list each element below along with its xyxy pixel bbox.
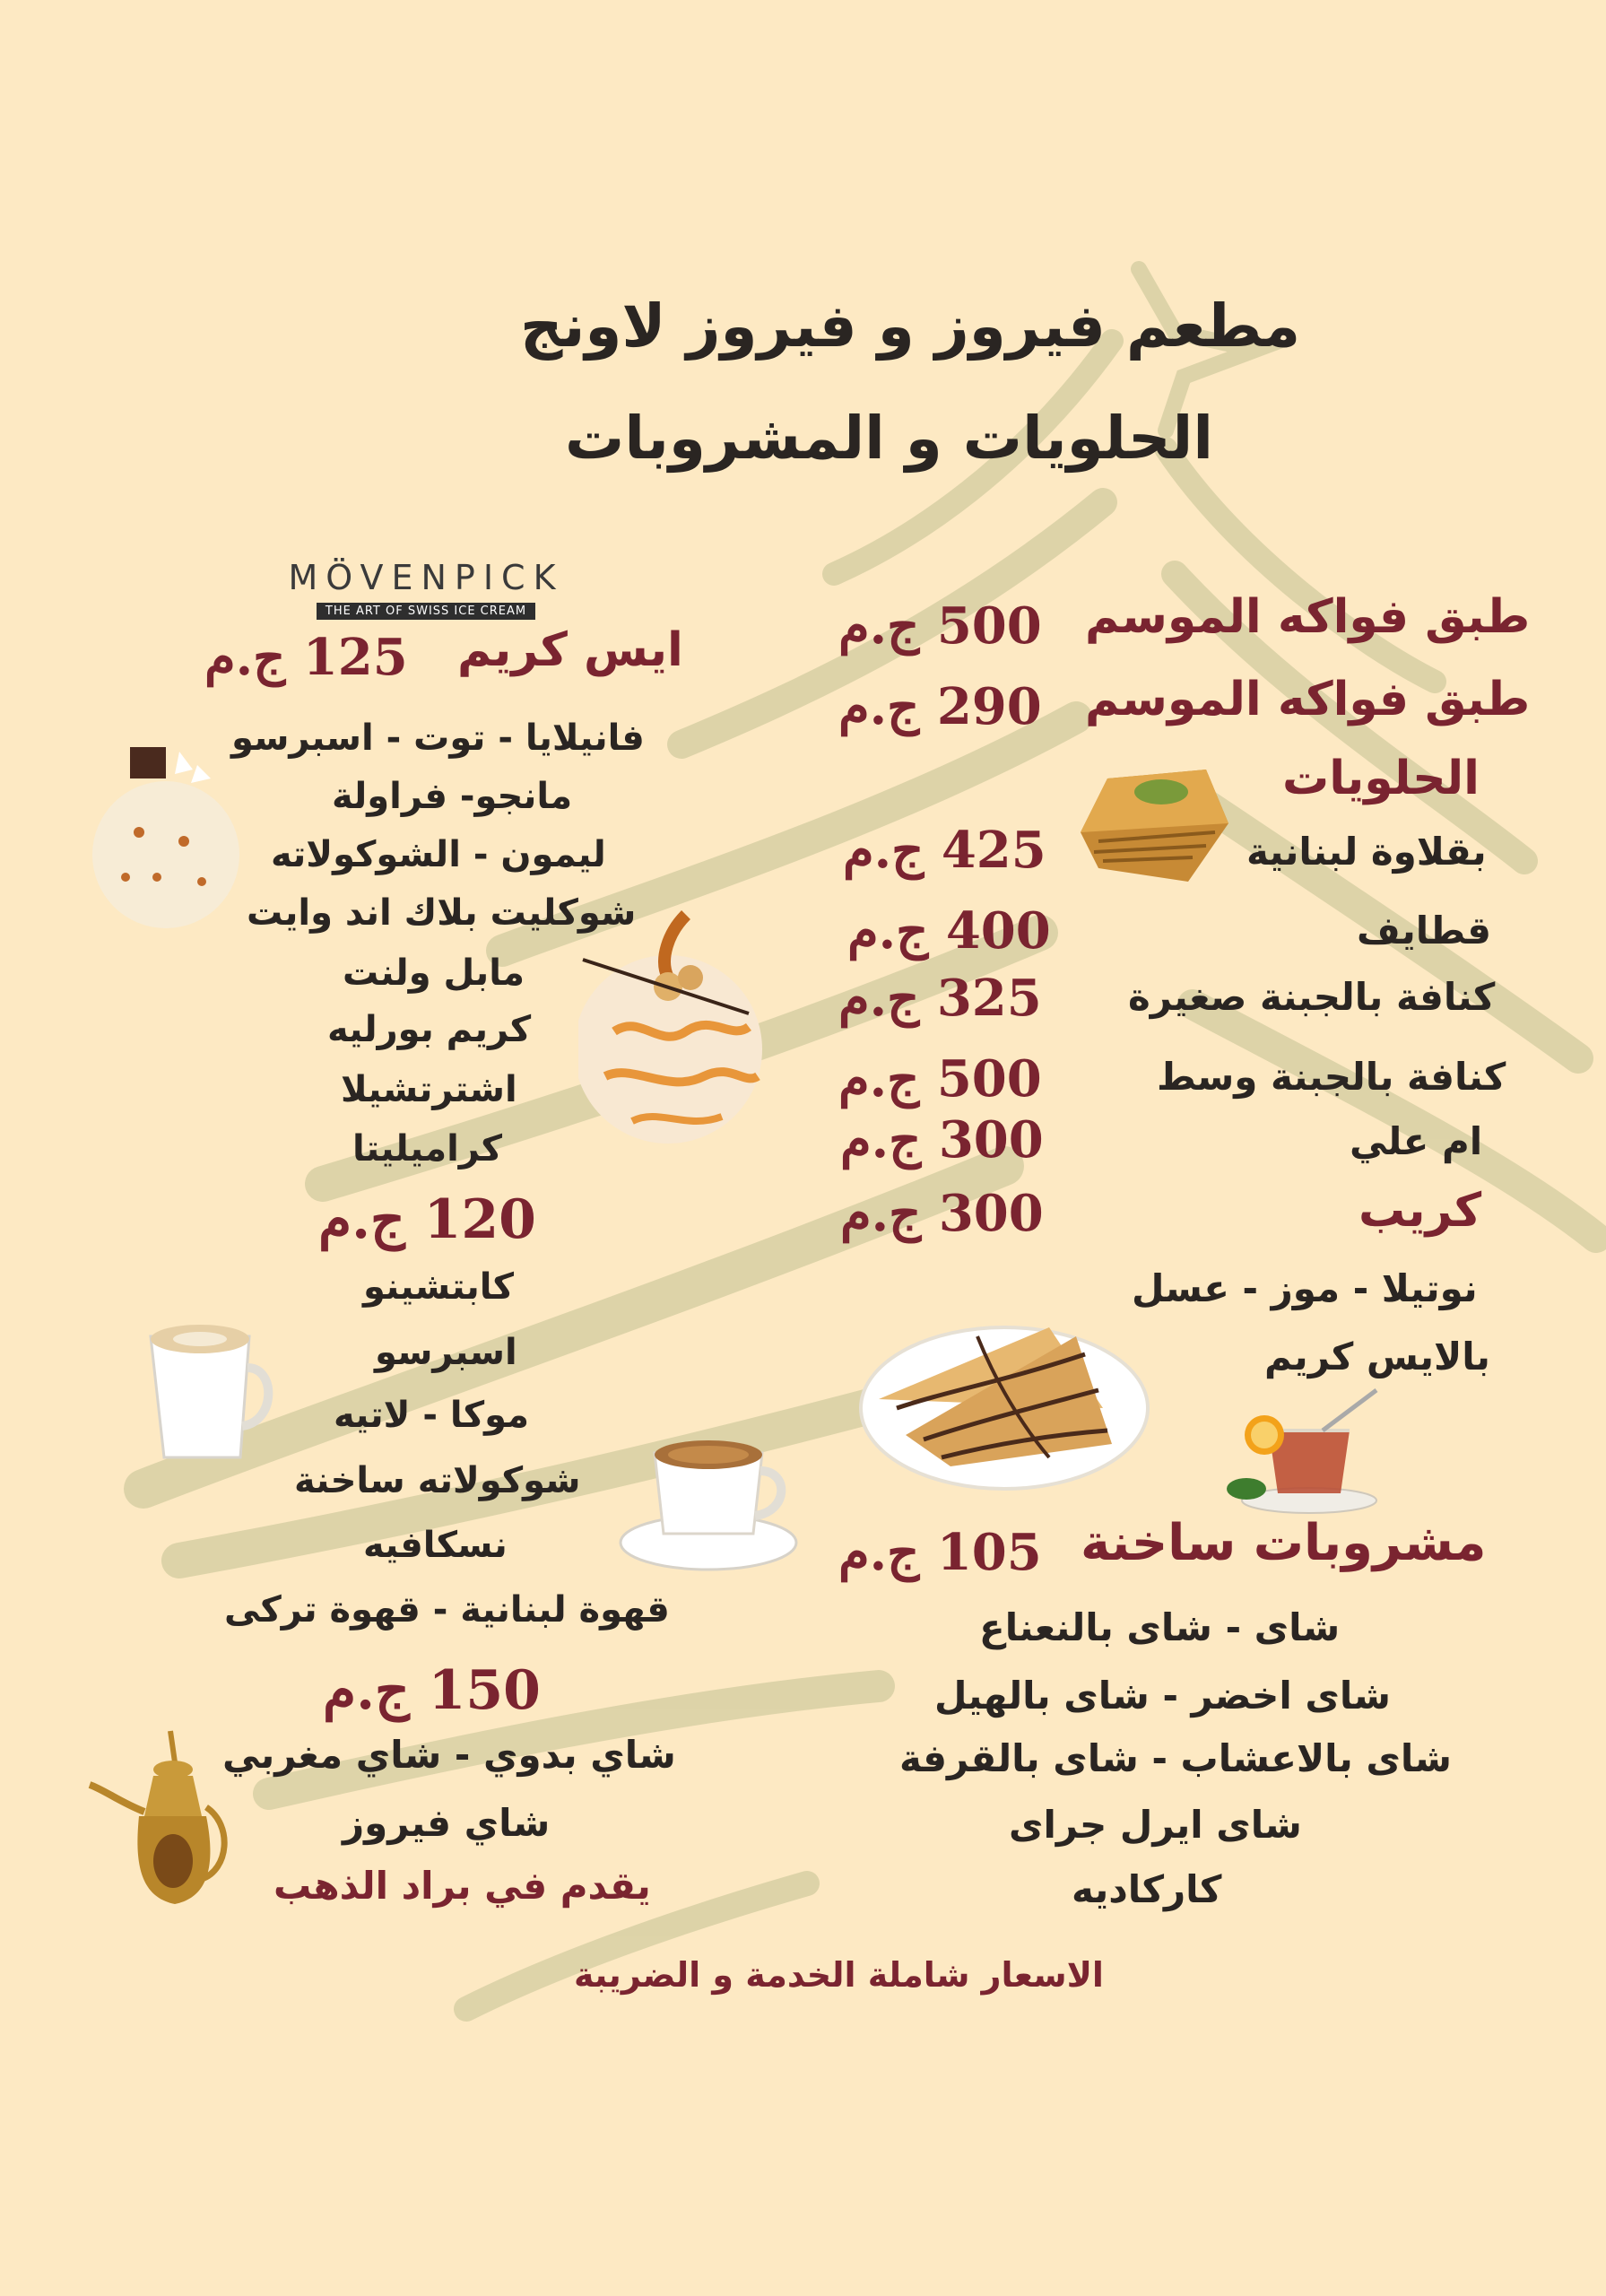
served-note: يقدم في براد الذهب [273, 1864, 651, 1908]
fruit-plate-1-label: طبق فواكه الموسم [1085, 590, 1531, 644]
kunafa-small-label: كنافة بالجبنة صغيرة [1128, 975, 1496, 1019]
ice-cream-price: 125 ج.م [204, 628, 408, 687]
baklava-image [1072, 752, 1233, 886]
movenpick-logo [258, 558, 594, 620]
qatayef-label: قطايف [1357, 909, 1491, 952]
hot-drinks-price: 105 ج.م [838, 1523, 1042, 1582]
kunafa-medium-label: كنافة بالجبنة وسط [1157, 1055, 1506, 1099]
flavor-item-3: ليمون - الشوكولاته [271, 834, 606, 875]
fruit-plate-2-label: طبق فواكه الموسم [1085, 673, 1531, 726]
cappuccino-mug-image [142, 1314, 276, 1466]
flavor-item-5: مابل ولنت [343, 952, 525, 994]
tea-item-4: شاى ايرل جراى [1009, 1803, 1302, 1847]
footer-note: الاسعار شاملة الخدمة و الضريبة [574, 1955, 1104, 1995]
om-ali-label: ام علي [1350, 1119, 1483, 1163]
kunafa-small-price: 325 ج.م [838, 969, 1042, 1028]
qatayef-price: 400 ج.م [847, 901, 1051, 961]
tea-glass-image [1224, 1386, 1385, 1516]
crepe-icecream: بالايس كريم [1264, 1335, 1490, 1378]
coffee-item-5: نسكافيه [363, 1525, 508, 1566]
flavor-item-4: شوكليت بلاك اند وايت [247, 892, 637, 934]
om-ali-price: 300 ج.م [840, 1110, 1044, 1170]
flavor-item-2: مانجو- فراولة [332, 776, 573, 817]
ice-cream-label: ايس كريم [457, 623, 683, 677]
coffee-item-2: اسبرسو [375, 1332, 517, 1373]
fruit-plate-2-price: 290 ج.م [838, 677, 1042, 736]
sweets-heading: الحلويات [1282, 752, 1480, 805]
coffee-item-4: شوكولاته ساخنة [294, 1460, 581, 1501]
tea-item-5: كاركاديه [1072, 1867, 1222, 1911]
left-tea-item-2: شاي فيروز [343, 1801, 551, 1845]
coffee-item-3: موكا - لاتيه [334, 1395, 529, 1436]
fruit-plate-1-price: 500 ج.م [838, 596, 1042, 656]
hot-drinks-label: مشروبات ساخنة [1081, 1514, 1487, 1572]
left-tea-item-1: شاي بدوي - شاي مغربي [222, 1733, 676, 1777]
tea-item-1: شاى - شاى بالنعناع [979, 1605, 1341, 1649]
coffee-item-1: كابتشينو [363, 1266, 515, 1308]
crepe-label: كريب [1359, 1184, 1482, 1238]
flavor-item-1: فانيلايا - توت - اسبرسو [231, 718, 645, 759]
baklava-price: 425 ج.م [843, 821, 1046, 880]
flavor-item-7: اشترتشيلا [341, 1069, 517, 1110]
coffee-price: 120 ج.م [318, 1188, 536, 1251]
menu-subtitle: الحلويات و المشروبات [565, 404, 1213, 473]
espresso-cup-image [619, 1426, 807, 1574]
ice-cream-scoop-image-1 [85, 734, 247, 931]
baklava-label: بقلاوة لبنانية [1246, 830, 1487, 874]
tea-item-3: شاى بالاعشاب - شاى بالقرفة [899, 1736, 1452, 1780]
restaurant-title: مطعم فيروز و فيروز لاونج [520, 291, 1301, 361]
ice-cream-scoop-image-2 [578, 906, 771, 1152]
crepe-fillings: نوتيلا - موز - عسل [1132, 1266, 1478, 1310]
brand-name: MÖVENPICK [288, 558, 564, 597]
brand-tagline: THE ART OF SWISS ICE CREAM [317, 603, 535, 620]
crepe-plate-image [843, 1274, 1152, 1498]
flavor-item-8: كراميليتا [352, 1128, 502, 1170]
tea-item-2: شاى اخضر - شاى بالهيل [934, 1674, 1391, 1718]
dallah-pot-image [85, 1726, 229, 1910]
kunafa-medium-price: 500 ج.م [838, 1049, 1042, 1109]
crepe-price: 300 ج.م [840, 1184, 1044, 1243]
tea-price: 150 ج.م [323, 1659, 541, 1722]
coffee-item-6: قهوة لبنانية - قهوة تركى [224, 1589, 670, 1631]
flavor-item-6: كريم بورليه [327, 1009, 532, 1050]
